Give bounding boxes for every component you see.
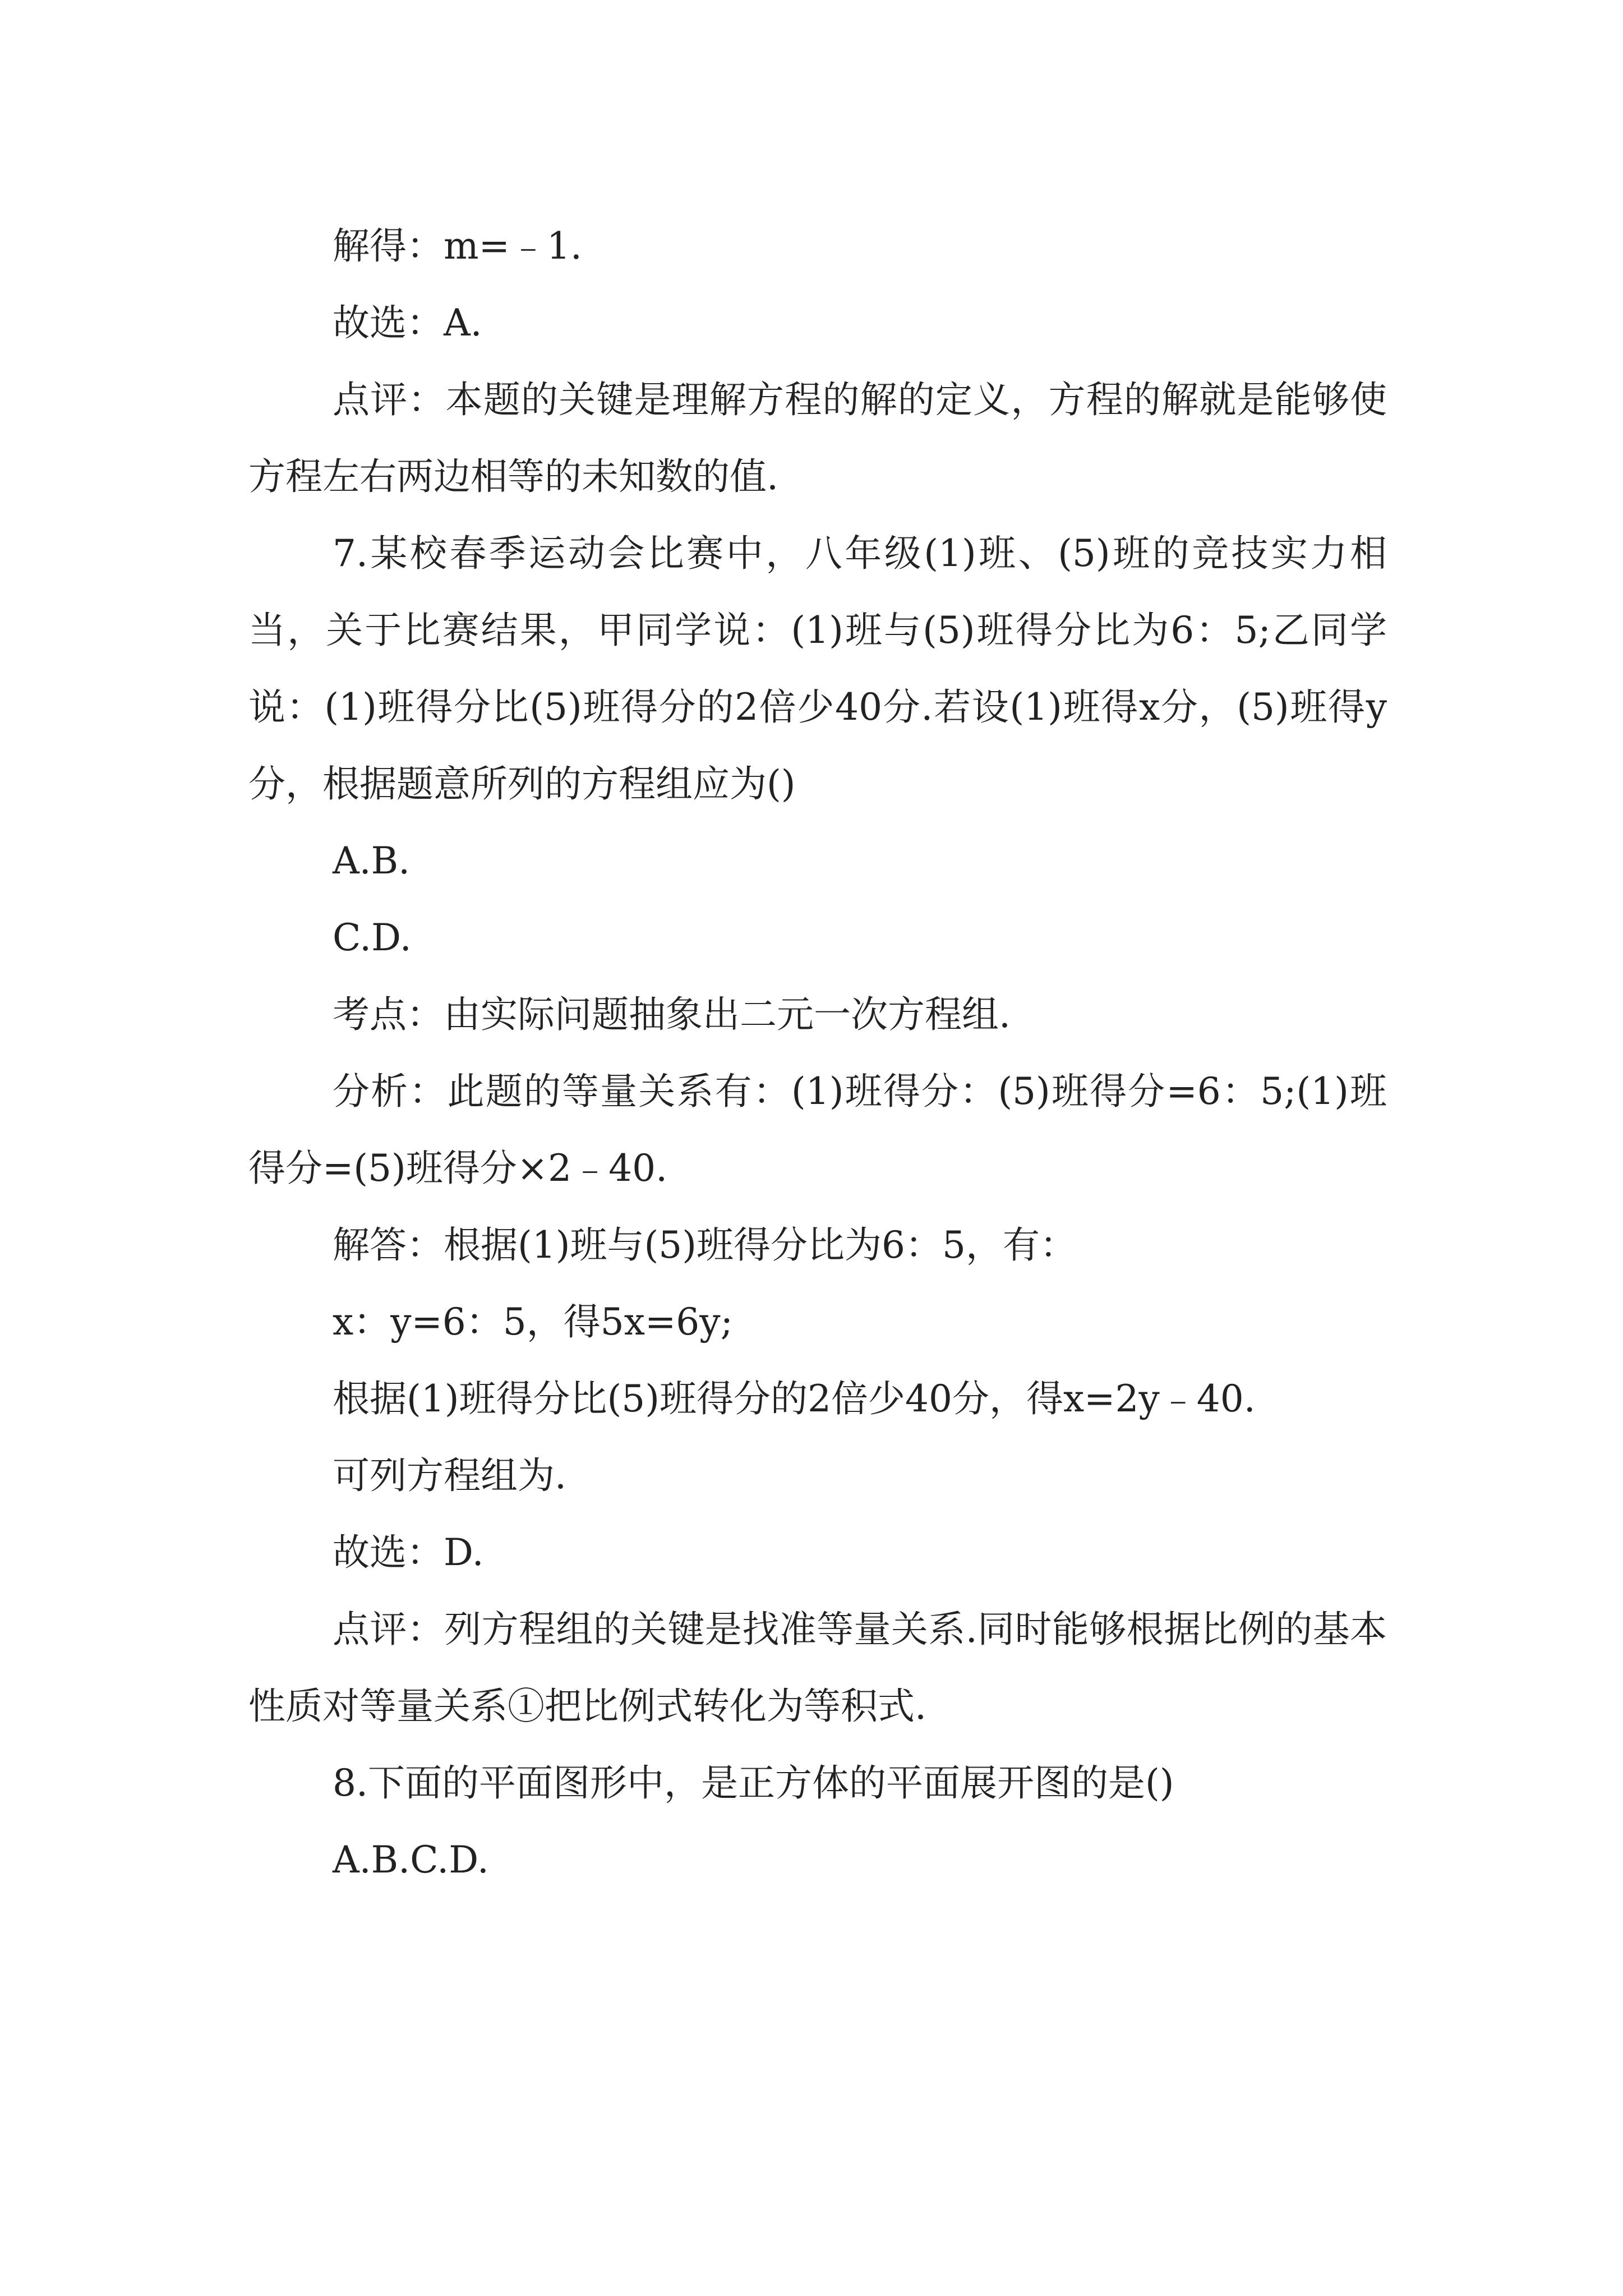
options-abcd: A.B.C.D. (333, 1838, 489, 1881)
answer-choice: 故选：A. (333, 301, 482, 344)
options-cd: C.D. (333, 916, 412, 959)
document-body (248, 208, 1387, 1898)
analysis-paragraph: 分析：此题的等量关系有：(1)班得分：(5)班得分=6：5;(1)班得分=(5)班得分×2﹣40. (248, 1070, 1387, 1190)
question-8: 8.下面的平面图形中，是正方体的平面展开图的是() (333, 1761, 1174, 1805)
question-7: 7.某校春季运动会比赛中，八年级(1)班、(5)班的竞技实力相当，关于比赛结果，甲同学说：(1)班与(5)班得分比为6：5;乙同学说：(1)班得分比(5)班得分的2倍少40分.若设(1)班得x分，(5)班得y分，根据题意所列的方程组应为() (248, 532, 1387, 806)
equation-line-1: x：y=6：5，得5x=6y; (333, 1300, 733, 1343)
answer-paragraph: 解答：根据(1)班与(5)班得分比为6：5，有： (333, 1223, 1077, 1267)
exam-point: 考点：由实际问题抽象出二元一次方程组. (333, 993, 1011, 1036)
equation-system-line: 可列方程组为. (333, 1454, 566, 1497)
answer-choice-d: 故选：D. (333, 1531, 484, 1574)
solution-result: 解得：m=﹣1. (333, 224, 582, 268)
equation-line-2: 根据(1)班得分比(5)班得分的2倍少40分，得x=2y﹣40. (333, 1377, 1256, 1420)
comment-paragraph-2: 点评：列方程组的关键是找准等量关系.同时能够根据比例的基本性质对等量关系①把比例式转化为等积式. (248, 1608, 1387, 1728)
options-ab: A.B. (333, 839, 411, 882)
comment-paragraph: 点评：本题的关键是理解方程的解的定义，方程的解就是能够使方程左右两边相等的未知数的值. (248, 378, 1387, 498)
